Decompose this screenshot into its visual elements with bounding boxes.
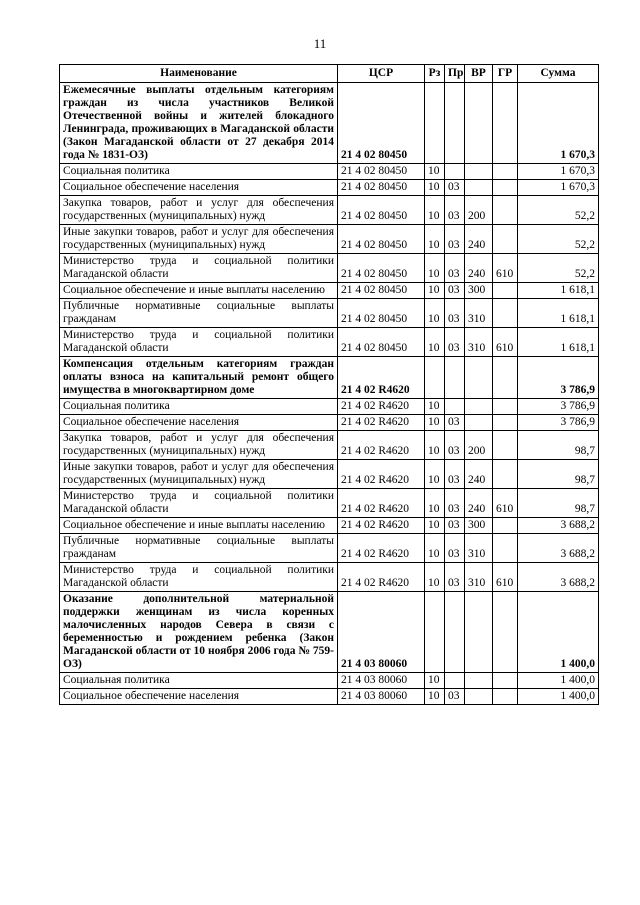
page-number: 11 — [313, 36, 327, 51]
cell-gr: 610 — [493, 563, 518, 592]
cell-vr — [465, 415, 493, 431]
cell-csr: 21 4 02 80450 — [338, 225, 425, 254]
cell-csr: 21 4 02 R4620 — [338, 563, 425, 592]
cell-pr: 03 — [445, 518, 465, 534]
cell-rz: 10 — [425, 225, 445, 254]
cell-name: Социальное обеспечение населения — [60, 180, 338, 196]
cell-pr: 03 — [445, 225, 465, 254]
cell-sum: 3 786,9 — [518, 399, 599, 415]
cell-pr — [445, 164, 465, 180]
cell-csr: 21 4 02 R4620 — [338, 518, 425, 534]
cell-vr: 240 — [465, 254, 493, 283]
cell-sum: 1 400,0 — [518, 673, 599, 689]
cell-rz: 10 — [425, 431, 445, 460]
cell-pr — [445, 673, 465, 689]
cell-vr — [465, 83, 493, 164]
cell-gr: 610 — [493, 489, 518, 518]
cell-csr: 21 4 03 80060 — [338, 689, 425, 705]
cell-sum: 1 670,3 — [518, 180, 599, 196]
table-row — [60, 399, 599, 415]
cell-csr: 21 4 02 R4620 — [338, 399, 425, 415]
table-row — [60, 283, 599, 299]
cell-name: Министерство труда и социальной политики Магаданской области — [60, 254, 338, 283]
cell-gr — [493, 534, 518, 563]
cell-csr: 21 4 02 80450 — [338, 180, 425, 196]
cell-vr: 300 — [465, 283, 493, 299]
table-row — [60, 534, 599, 563]
cell-vr: 200 — [465, 431, 493, 460]
table-row — [60, 518, 599, 534]
cell-sum: 3 688,2 — [518, 518, 599, 534]
table-row — [60, 415, 599, 431]
cell-rz: 10 — [425, 460, 445, 489]
cell-pr: 03 — [445, 415, 465, 431]
header-vr: ВР — [465, 65, 493, 83]
cell-name: Закупка товаров, работ и услуг для обеспечения государственных (муниципальных) нужд — [60, 431, 338, 460]
cell-csr: 21 4 03 80060 — [338, 592, 425, 673]
cell-pr: 03 — [445, 431, 465, 460]
cell-vr: 240 — [465, 489, 493, 518]
cell-gr — [493, 460, 518, 489]
cell-gr: 610 — [493, 328, 518, 357]
cell-name: Компенсация отдельным категориям граждан оплаты взноса на капитальный ремонт общего имущества в многоквартирном доме — [60, 357, 338, 399]
table-row — [60, 299, 599, 328]
cell-pr: 03 — [445, 283, 465, 299]
cell-rz: 10 — [425, 689, 445, 705]
cell-csr: 21 4 02 80450 — [338, 196, 425, 225]
cell-name: Социальное обеспечение и иные выплаты населению — [60, 518, 338, 534]
cell-sum: 1 670,3 — [518, 83, 599, 164]
cell-rz: 10 — [425, 299, 445, 328]
cell-pr: 03 — [445, 299, 465, 328]
cell-gr — [493, 399, 518, 415]
cell-sum: 52,2 — [518, 196, 599, 225]
cell-rz — [425, 83, 445, 164]
cell-sum: 98,7 — [518, 460, 599, 489]
cell-rz: 10 — [425, 196, 445, 225]
header-pr: Пр — [445, 65, 465, 83]
header-name: Наименование — [60, 65, 338, 83]
cell-gr — [493, 283, 518, 299]
cell-rz — [425, 357, 445, 399]
table-row — [60, 254, 599, 283]
table-row — [60, 225, 599, 254]
table-row — [60, 563, 599, 592]
cell-name: Министерство труда и социальной политики Магаданской области — [60, 328, 338, 357]
cell-rz: 10 — [425, 328, 445, 357]
cell-name: Публичные нормативные социальные выплаты гражданам — [60, 534, 338, 563]
table-row — [60, 164, 599, 180]
cell-pr: 03 — [445, 689, 465, 705]
header-sum: Сумма — [518, 65, 599, 83]
cell-csr: 21 4 02 R4620 — [338, 415, 425, 431]
table-body — [60, 83, 599, 705]
cell-csr: 21 4 02 R4620 — [338, 489, 425, 518]
header-csr: ЦСР — [338, 65, 425, 83]
cell-csr: 21 4 02 R4620 — [338, 357, 425, 399]
cell-pr: 03 — [445, 196, 465, 225]
cell-csr: 21 4 02 80450 — [338, 328, 425, 357]
cell-name: Министерство труда и социальной политики Магаданской области — [60, 489, 338, 518]
cell-csr: 21 4 03 80060 — [338, 673, 425, 689]
cell-name: Публичные нормативные социальные выплаты гражданам — [60, 299, 338, 328]
table-row — [60, 180, 599, 196]
cell-sum: 1 618,1 — [518, 283, 599, 299]
cell-pr: 03 — [445, 534, 465, 563]
cell-name: Социальная политика — [60, 673, 338, 689]
cell-name: Социальное обеспечение и иные выплаты населению — [60, 283, 338, 299]
cell-gr — [493, 431, 518, 460]
cell-vr — [465, 689, 493, 705]
cell-gr — [493, 225, 518, 254]
cell-rz: 10 — [425, 283, 445, 299]
cell-sum: 1 670,3 — [518, 164, 599, 180]
cell-name: Ежемесячные выплаты отдельным категориям граждан из числа участников Великой Отечественной войны и жителей блокадного Ленинграда, проживающих в Магаданской области (Закон Магаданской области от 27 декабря 2014 года № 1831-ОЗ) — [60, 83, 338, 164]
cell-rz — [425, 592, 445, 673]
cell-pr — [445, 83, 465, 164]
table-row — [60, 431, 599, 460]
cell-vr — [465, 357, 493, 399]
cell-name: Оказание дополнительной материальной поддержки женщинам из числа коренных малочисленных народов Севера в связи с беременностью и рождением ребенка (Закон Магаданской области от 10 ноября 2006 года № 759-ОЗ) — [60, 592, 338, 673]
cell-sum: 1 618,1 — [518, 299, 599, 328]
table-row — [60, 689, 599, 705]
cell-csr: 21 4 02 80450 — [338, 83, 425, 164]
cell-sum: 1 400,0 — [518, 592, 599, 673]
cell-pr: 03 — [445, 563, 465, 592]
cell-sum: 3 786,9 — [518, 357, 599, 399]
cell-rz: 10 — [425, 518, 445, 534]
cell-rz: 10 — [425, 489, 445, 518]
cell-csr: 21 4 02 R4620 — [338, 431, 425, 460]
cell-name: Социальная политика — [60, 164, 338, 180]
cell-name: Социальная политика — [60, 399, 338, 415]
cell-gr: 610 — [493, 254, 518, 283]
cell-csr: 21 4 02 80450 — [338, 254, 425, 283]
table-row-heading — [60, 83, 599, 164]
cell-name: Иные закупки товаров, работ и услуг для обеспечения государственных (муниципальных) нужд — [60, 225, 338, 254]
cell-gr — [493, 180, 518, 196]
cell-rz: 10 — [425, 673, 445, 689]
cell-pr: 03 — [445, 460, 465, 489]
cell-sum: 1 618,1 — [518, 328, 599, 357]
cell-sum: 52,2 — [518, 225, 599, 254]
cell-sum: 98,7 — [518, 431, 599, 460]
cell-vr — [465, 592, 493, 673]
cell-name: Социальное обеспечение населения — [60, 415, 338, 431]
cell-vr — [465, 673, 493, 689]
cell-vr: 200 — [465, 196, 493, 225]
cell-vr — [465, 180, 493, 196]
cell-gr — [493, 689, 518, 705]
cell-pr: 03 — [445, 180, 465, 196]
cell-gr — [493, 518, 518, 534]
cell-sum: 98,7 — [518, 489, 599, 518]
cell-vr — [465, 399, 493, 415]
cell-rz: 10 — [425, 164, 445, 180]
cell-csr: 21 4 02 80450 — [338, 299, 425, 328]
cell-gr — [493, 415, 518, 431]
cell-pr: 03 — [445, 328, 465, 357]
table-row — [60, 328, 599, 357]
cell-pr — [445, 592, 465, 673]
cell-csr: 21 4 02 R4620 — [338, 460, 425, 489]
cell-sum: 52,2 — [518, 254, 599, 283]
header-rz: Рз — [425, 65, 445, 83]
cell-gr — [493, 83, 518, 164]
cell-sum: 3 688,2 — [518, 563, 599, 592]
cell-vr: 310 — [465, 534, 493, 563]
cell-csr: 21 4 02 80450 — [338, 283, 425, 299]
cell-pr: 03 — [445, 254, 465, 283]
cell-name: Социальное обеспечение населения — [60, 689, 338, 705]
table-row — [60, 196, 599, 225]
cell-gr — [493, 196, 518, 225]
cell-rz: 10 — [425, 415, 445, 431]
cell-rz: 10 — [425, 399, 445, 415]
cell-vr: 240 — [465, 460, 493, 489]
cell-csr: 21 4 02 80450 — [338, 164, 425, 180]
cell-gr — [493, 592, 518, 673]
table-row — [60, 460, 599, 489]
cell-rz: 10 — [425, 534, 445, 563]
cell-rz: 10 — [425, 563, 445, 592]
table-row-heading — [60, 357, 599, 399]
cell-sum: 1 400,0 — [518, 689, 599, 705]
cell-name: Министерство труда и социальной политики Магаданской области — [60, 563, 338, 592]
cell-pr — [445, 357, 465, 399]
cell-gr — [493, 357, 518, 399]
cell-sum: 3 688,2 — [518, 534, 599, 563]
cell-gr — [493, 299, 518, 328]
cell-vr: 310 — [465, 328, 493, 357]
table-row — [60, 673, 599, 689]
cell-sum: 3 786,9 — [518, 415, 599, 431]
budget-table — [59, 64, 599, 705]
table-row-heading — [60, 592, 599, 673]
cell-vr: 310 — [465, 299, 493, 328]
cell-vr: 300 — [465, 518, 493, 534]
cell-vr: 310 — [465, 563, 493, 592]
table-row — [60, 489, 599, 518]
cell-gr — [493, 673, 518, 689]
cell-name: Закупка товаров, работ и услуг для обеспечения государственных (муниципальных) нужд — [60, 196, 338, 225]
cell-name: Иные закупки товаров, работ и услуг для обеспечения государственных (муниципальных) нужд — [60, 460, 338, 489]
header-gr: ГР — [493, 65, 518, 83]
cell-pr — [445, 399, 465, 415]
cell-gr — [493, 164, 518, 180]
cell-rz: 10 — [425, 180, 445, 196]
cell-vr — [465, 164, 493, 180]
cell-vr: 240 — [465, 225, 493, 254]
cell-rz: 10 — [425, 254, 445, 283]
cell-pr: 03 — [445, 489, 465, 518]
table-header-row — [60, 65, 599, 83]
cell-csr: 21 4 02 R4620 — [338, 534, 425, 563]
